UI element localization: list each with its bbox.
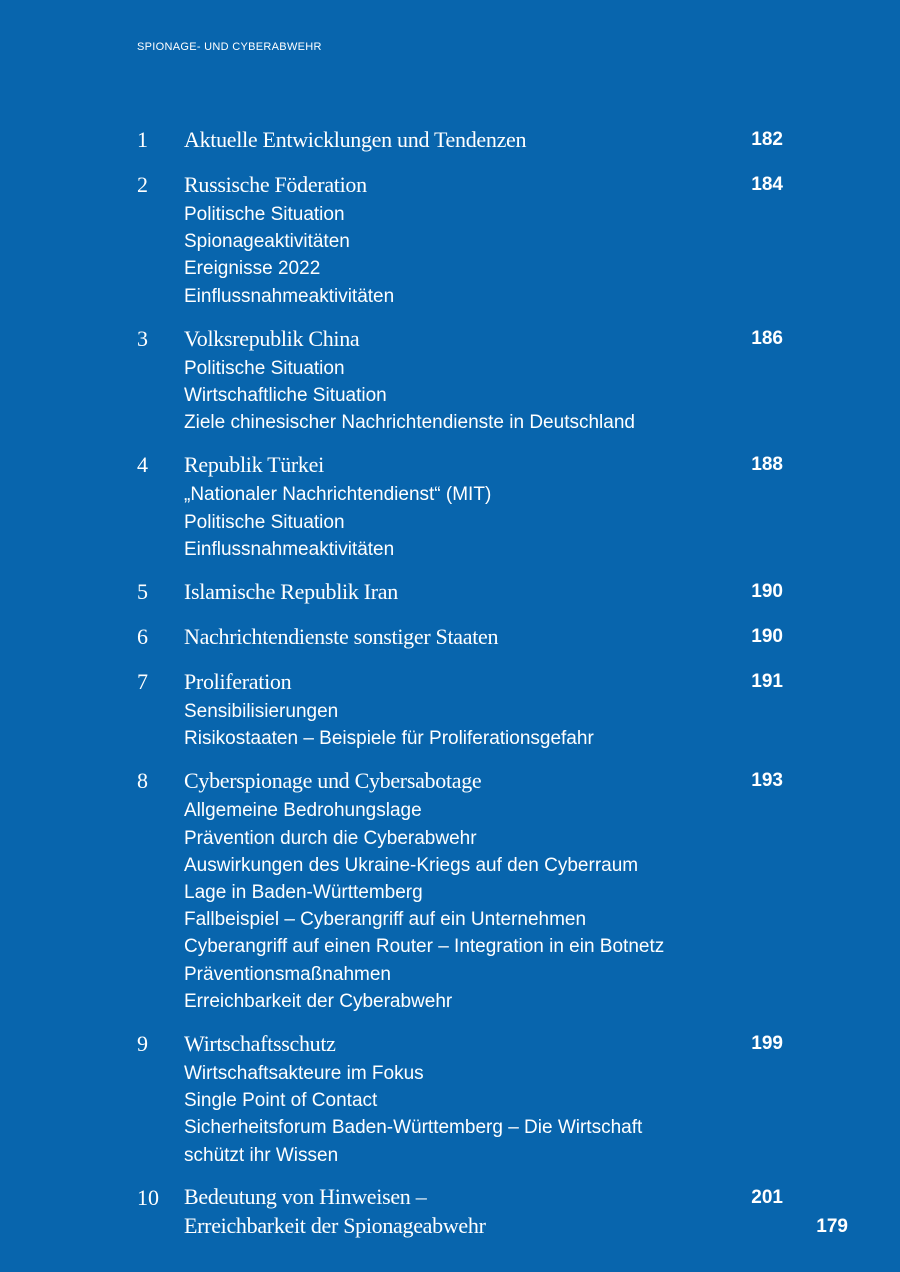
toc-entry-title[interactable]: Nachrichtendienste sonstiger Staaten xyxy=(184,624,499,650)
toc-entry-page: 188 xyxy=(751,454,783,476)
toc-entry-title[interactable]: Wirtschaftsschutz xyxy=(184,1031,336,1057)
toc-entry-number: 3 xyxy=(137,325,148,351)
toc-subentry: Single Point of Contact xyxy=(184,1090,378,1112)
toc-entry-number: 4 xyxy=(137,452,148,478)
toc-entry-number: 7 xyxy=(137,669,148,695)
toc-subentry: Lage in Baden-Württemberg xyxy=(184,882,423,904)
toc-entry-title[interactable]: Cyberspionage und Cybersabotage xyxy=(184,768,482,794)
toc-entry-title-line: Bedeutung von Hinweisen – xyxy=(184,1183,427,1209)
table-of-contents xyxy=(137,124,787,1253)
toc-entry-number: 8 xyxy=(137,768,148,794)
toc-entry-4[interactable] xyxy=(137,449,787,563)
toc-subentry: Politische Situation xyxy=(184,511,345,533)
toc-entry-number: 5 xyxy=(137,579,148,605)
toc-subentry: Wirtschaftliche Situation xyxy=(184,385,387,407)
toc-entry-3[interactable] xyxy=(137,323,787,437)
toc-subentry: Prävention durch die Cyberabwehr xyxy=(184,827,477,849)
toc-subentry: Risikostaaten – Beispiele für Proliferationsgefahr xyxy=(184,728,594,750)
toc-subentry: Fallbeispiel – Cyberangriff auf ein Unternehmen xyxy=(184,909,587,931)
toc-entry-page: 190 xyxy=(751,626,783,648)
toc-entry-2[interactable] xyxy=(137,169,787,310)
toc-subentry: Cyberangriff auf einen Router – Integration in ein Botnetz xyxy=(184,936,665,958)
toc-entry-page: 184 xyxy=(751,174,783,195)
toc-entry-1[interactable] xyxy=(137,124,787,156)
toc-entry-title[interactable]: Volksrepublik China xyxy=(184,325,360,351)
toc-entry-title[interactable]: Islamische Republik Iran xyxy=(184,579,398,605)
toc-entry-number: 6 xyxy=(137,624,148,650)
toc-subentry: Einflussnahmeaktivitäten xyxy=(184,285,395,307)
toc-subentry: Ziele chinesischer Nachrichtendienste in Deutschland xyxy=(184,412,635,434)
toc-entry-5[interactable] xyxy=(137,576,787,608)
toc-entry-page: 191 xyxy=(751,671,783,693)
toc-subentry: Allgemeine Bedrohungslage xyxy=(184,800,422,822)
running-head: SPIONAGE- UND CYBERABWEHR xyxy=(137,41,322,53)
toc-subentry: Ereignisse 2022 xyxy=(184,258,321,280)
toc-entry-title[interactable]: Russische Föderation xyxy=(184,172,367,197)
toc-entry-title[interactable]: Republik Türkei xyxy=(184,452,324,478)
toc-subentry: Sicherheitsforum Baden-Württemberg – Die Wirtschaft xyxy=(184,1117,643,1139)
toc-entry-title[interactable]: Proliferation xyxy=(184,669,292,695)
toc-subentry: schützt ihr Wissen xyxy=(184,1144,339,1166)
toc-entry-8[interactable] xyxy=(137,765,787,1015)
toc-subentry: Politische Situation xyxy=(184,204,345,225)
toc-subentry: Erreichbarkeit der Cyberabwehr xyxy=(184,990,453,1012)
toc-entry-number: 10 xyxy=(137,1184,159,1210)
toc-entry-7[interactable] xyxy=(137,666,787,752)
toc-entry-page: 199 xyxy=(751,1033,783,1055)
toc-subentry: Sensibilisierungen xyxy=(184,701,339,723)
toc-entry-6[interactable] xyxy=(137,621,787,653)
toc-subentry: Präventionsmaßnahmen xyxy=(184,963,391,985)
toc-entry-page: 193 xyxy=(751,770,783,792)
toc-subentry: Auswirkungen des Ukraine-Kriegs auf den Cyberraum xyxy=(184,854,639,876)
toc-subentry: Einflussnahmeaktivitäten xyxy=(184,538,395,560)
toc-subentry: Spionageaktivitäten xyxy=(184,231,350,253)
toc-subentry: Politische Situation xyxy=(184,357,345,379)
toc-entry-title[interactable]: Aktuelle Entwicklungen und Tendenzen xyxy=(184,127,527,152)
toc-entry-title-line: Erreichbarkeit der Spionageabwehr xyxy=(184,1212,486,1238)
toc-entry-number: 9 xyxy=(137,1031,148,1057)
toc-subentry: Wirtschaftsakteure im Fokus xyxy=(184,1063,424,1085)
page-number: 179 xyxy=(816,1216,848,1237)
toc-subentry: „Nationaler Nachrichtendienst“ (MIT) xyxy=(184,484,492,506)
toc-entry-page: 186 xyxy=(751,327,783,349)
toc-entry-number: 2 xyxy=(137,172,148,197)
toc-entry-10[interactable] xyxy=(137,1182,787,1240)
toc-entry-page: 182 xyxy=(751,129,783,150)
toc-entry-title[interactable] xyxy=(184,1182,724,1240)
toc-entry-page: 190 xyxy=(751,581,783,603)
toc-entry-page: 201 xyxy=(751,1186,783,1208)
toc-entry-9[interactable] xyxy=(137,1028,787,1169)
toc-entry-number: 1 xyxy=(137,127,148,152)
